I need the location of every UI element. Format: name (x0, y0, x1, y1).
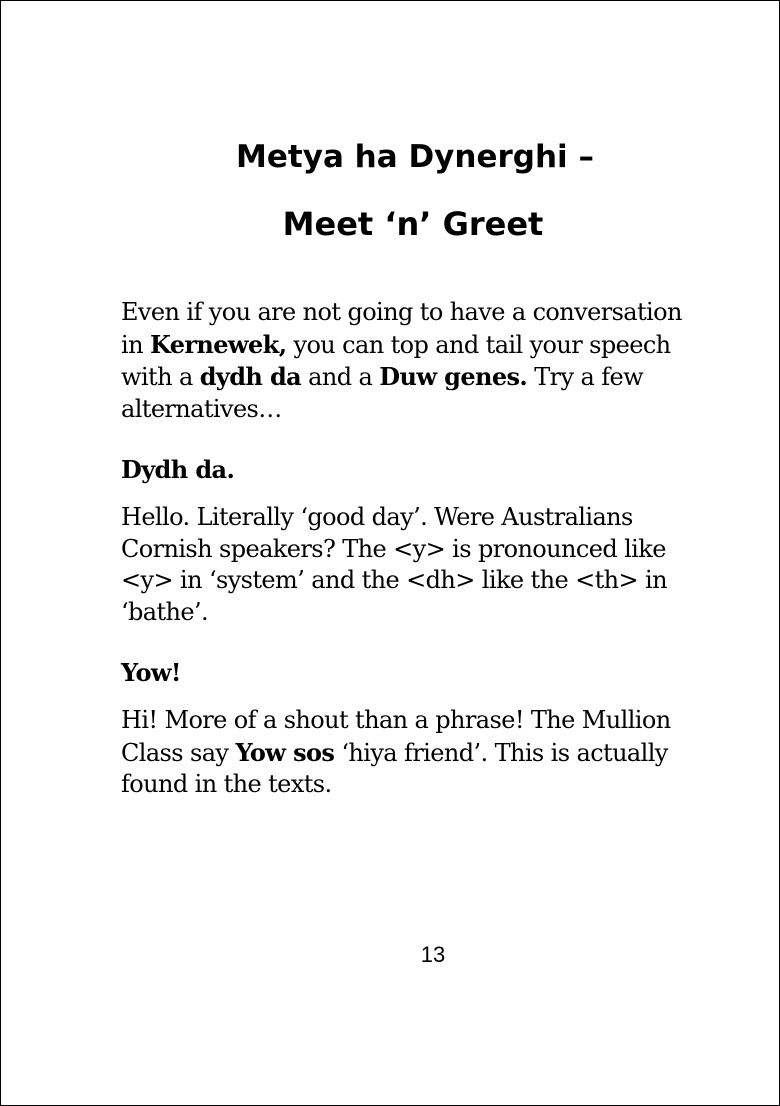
page-title: Metya ha Dynerghi – (236, 139, 594, 175)
intro-term-kernewek: Kernewek, (149, 329, 287, 359)
page-number: 13 (420, 942, 446, 967)
intro-text-4: Try a few alternatives… (121, 363, 644, 423)
section-heading-dydh-da: Dydh da. (121, 455, 235, 484)
yow-text-2: ‘hiya friend’. This is actually found in the texts. (121, 738, 668, 798)
page-subtitle: Meet ‘n’ Greet (282, 205, 544, 243)
intro-paragraph (121, 297, 701, 425)
intro-term-dydh-da: dydh da (199, 362, 302, 391)
yow-text-1: Hi! More of a shout than a phrase! The Mullion Class say (121, 706, 671, 767)
intro-text-1: Even if you are not going to have a conversation in (121, 298, 682, 359)
section-text-dydh-da: Hello. Literally ‘good day’. Were Australians Cornish speakers? The <y> is pronounced like <y> in ‘system’ and the <dh> like the <th> in ‘bathe’. (121, 503, 667, 626)
intro-text-3: and a (301, 363, 380, 391)
section-text-yow (121, 705, 701, 801)
yow-term-yow-sos: Yow sos (235, 737, 335, 767)
intro-term-duw-genes: Duw genes. (379, 362, 528, 391)
intro-text-2: you can top and tail your speech with a (121, 330, 671, 391)
section-heading-yow: Yow! (121, 658, 181, 687)
